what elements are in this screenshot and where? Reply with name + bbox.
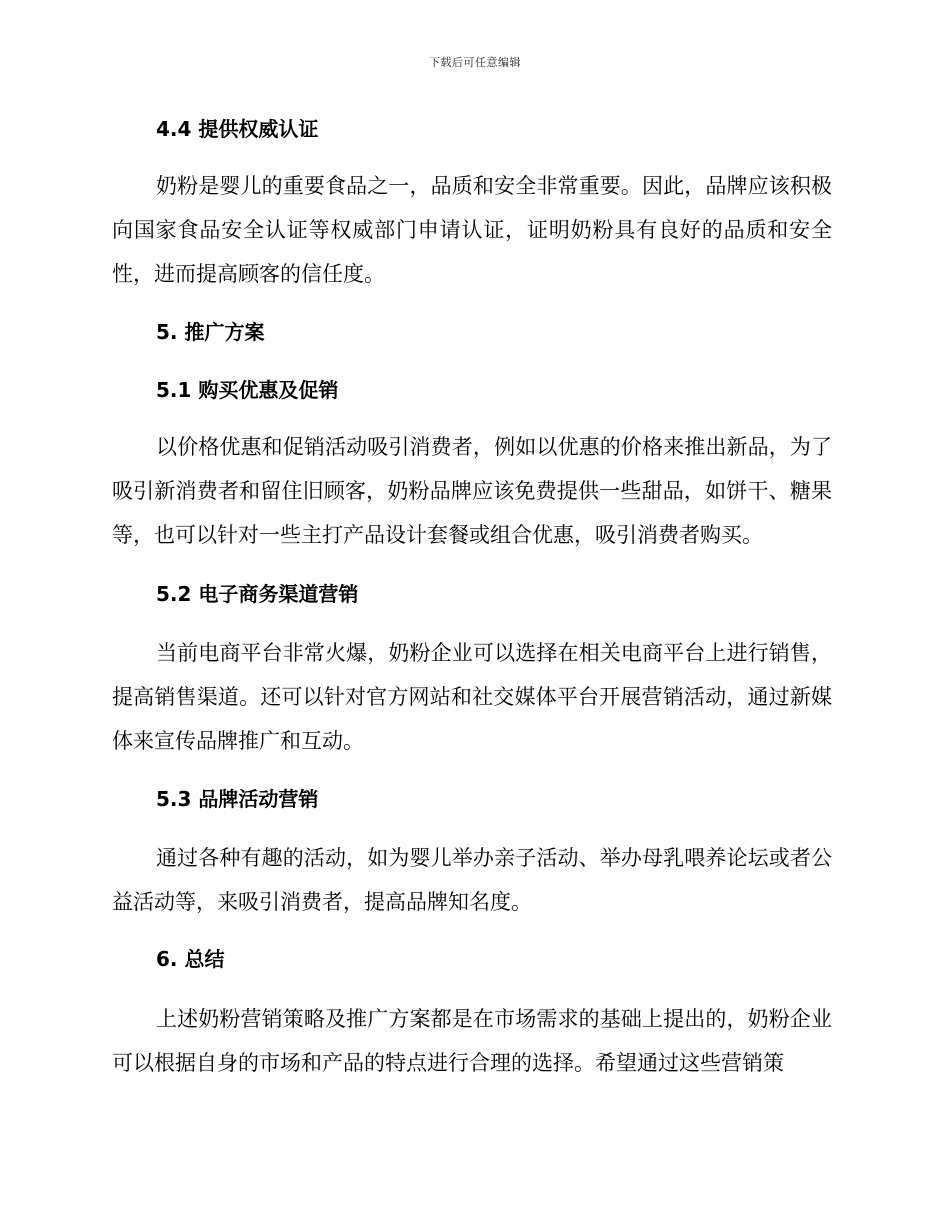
section-heading-6: 6. 总结 <box>156 947 225 971</box>
paragraph-5-2: 当前电商平台非常火爆，奶粉企业可以选择在相关电商平台上进行销售，提高销售渠道。还可以针对官方网站和社交媒体平台开展营销活动，通过新媒体来宣传品牌推广和互动。 <box>112 641 832 753</box>
section-heading-5-2: 5.2 电子商务渠道营销 <box>156 582 359 606</box>
paragraph-6: 上述奶粉营销策略及推广方案都是在市场需求的基础上提出的，奶粉企业可以根据自身的市场和产品的特点进行合理的选择。希望通过这些营销策 <box>112 1007 832 1075</box>
paragraph-5-1: 以价格优惠和促销活动吸引消费者，例如以优惠的价格来推出新品，为了吸引新消费者和留住旧顾客，奶粉品牌应该免费提供一些甜品，如饼干、糖果等，也可以针对一些主打产品设计套餐或组合优惠，吸引消费者购买。 <box>112 435 832 547</box>
section-heading-5: 5. 推广方案 <box>156 320 265 344</box>
section-heading-5-3: 5.3 品牌活动营销 <box>156 787 319 811</box>
page-header: 下载后可任意编辑 <box>429 56 521 69</box>
section-heading-4-4: 4.4 提供权威认证 <box>156 117 319 141</box>
section-heading-5-1: 5.1 购买优惠及促销 <box>156 378 339 402</box>
paragraph-5-3: 通过各种有趣的活动，如为婴儿举办亲子活动、举办母乳喂养论坛或者公益活动等，来吸引消费者，提高品牌知名度。 <box>112 846 832 914</box>
paragraph-4-4: 奶粉是婴儿的重要食品之一，品质和安全非常重要。因此，品牌应该积极向国家食品安全认证等权威部门申请认证，证明奶粉具有良好的品质和安全性，进而提高顾客的信任度。 <box>112 174 832 286</box>
